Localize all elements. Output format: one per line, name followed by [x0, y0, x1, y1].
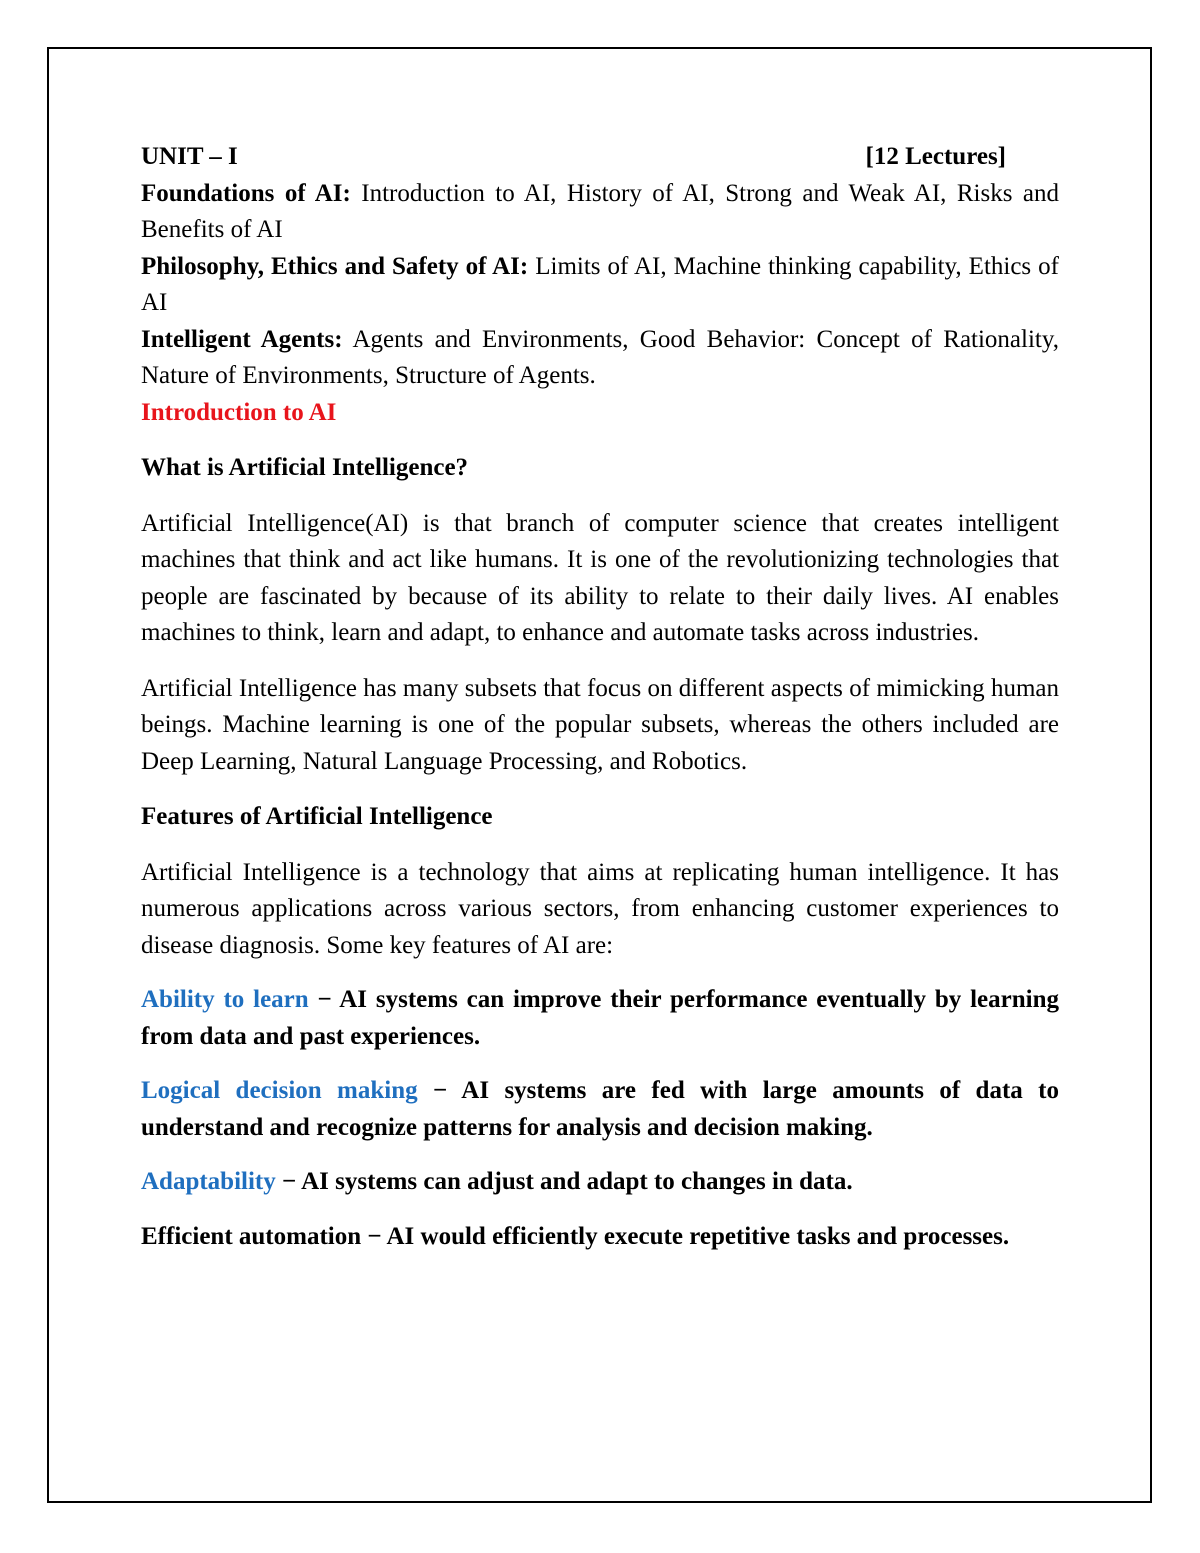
topic-title: Intelligent Agents: [141, 325, 343, 353]
feature-adaptability [141, 1164, 1059, 1201]
features-heading: Features of Artificial Intelligence [141, 803, 493, 830]
unit-header [141, 139, 1006, 176]
section-heading: Introduction to AI [141, 398, 337, 426]
lectures-count: [12 Lectures] [865, 143, 1006, 170]
feature-text: − AI would efficiently execute repetitive tasks and processes. [361, 1222, 1010, 1250]
syllabus-topic-agents [141, 322, 1059, 395]
document-content [141, 139, 1059, 1255]
paragraph-definition: Artificial Intelligence(AI) is that branch of computer science that creates intelligent machines that think and act like humans. It is one of the revolutionizing technologies that people are fascinated by because of its ability to relate to their daily lives. AI enables machines to think, learn and adapt, to enhance and automate tasks across industries. [141, 509, 1059, 646]
question-heading: What is Artificial Intelligence? [141, 454, 469, 481]
topic-title: Foundations of AI: [141, 179, 351, 207]
feature-term: Ability to learn [141, 986, 309, 1013]
syllabus-topic-foundations [141, 176, 1059, 249]
feature-term: Efficient automation [141, 1222, 362, 1250]
features-intro: Artificial Intelligence is a technology that aims at replicating human intelligence. It has numerous applications across various sectors, from enhancing customer experiences to disease diagnosis. Some key features of AI are: [141, 858, 1059, 959]
feature-text: − AI systems can adjust and adapt to changes in data. [275, 1168, 853, 1195]
feature-efficient-automation [141, 1219, 1059, 1256]
feature-term: Adaptability [141, 1168, 276, 1195]
feature-text: − AI systems are fed with large amounts of data to understand and recognize patterns for analysis and decision making. [141, 1077, 1059, 1141]
syllabus-topic-philosophy [141, 249, 1059, 322]
feature-ability-to-learn [141, 982, 1059, 1055]
feature-text: − AI systems can improve their performance eventually by learning from data and past experiences. [141, 986, 1059, 1050]
unit-label: UNIT – I [141, 143, 238, 170]
paragraph-subsets: Artificial Intelligence has many subsets that focus on different aspects of mimicking human beings. Machine learning is one of the popular subsets, whereas the others included are Deep Learning, Natural Language Processing, and Robotics. [141, 674, 1059, 775]
feature-term: Logical decision making [141, 1077, 418, 1104]
topic-title: Philosophy, Ethics and Safety of AI: [141, 252, 529, 280]
syllabus-block [141, 139, 1059, 395]
topic-text: Agents and Environments, Good Behavior: Concept of Rationality, Nature of Environments, Structure of Agents. [141, 325, 1059, 389]
feature-logical-decision-making [141, 1073, 1059, 1146]
topic-text: Limits of AI, Machine thinking capability, Ethics of AI [141, 252, 1060, 316]
topic-text: Introduction to AI, History of AI, Strong and Weak AI, Risks and Benefits of AI [141, 179, 1059, 243]
